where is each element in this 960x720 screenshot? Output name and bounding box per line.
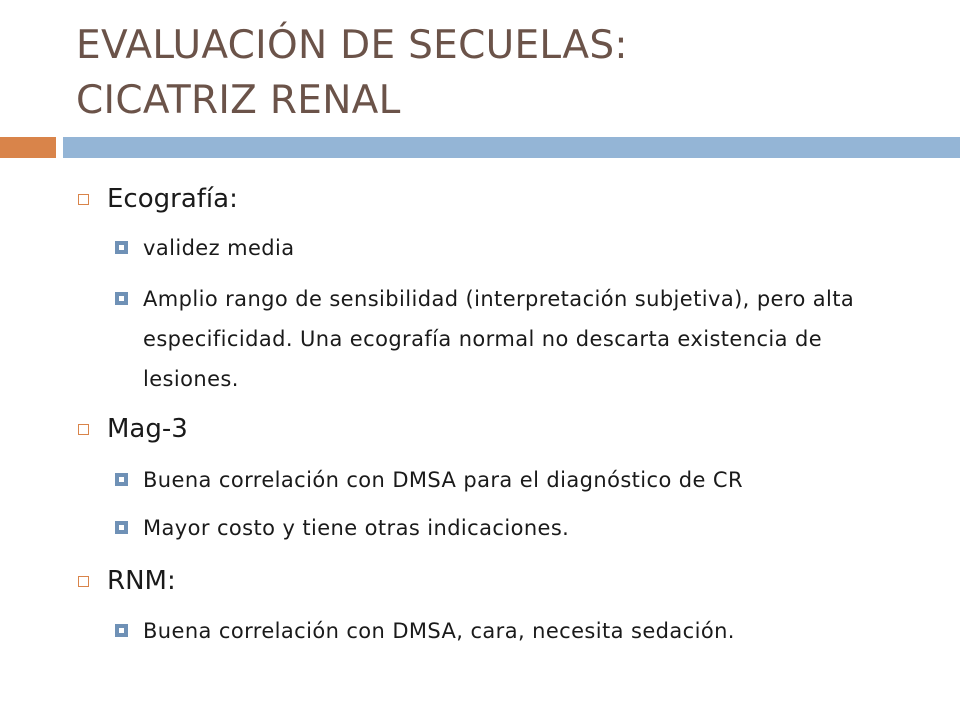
hollow-square-bullet-icon [78,424,89,435]
square-bullet-icon [115,521,128,534]
bullet-text: Buena correlación con DMSA, cara, necesita sedación. [143,619,735,643]
hollow-square-bullet-icon [78,194,89,205]
bullet-text: Mayor costo y tiene otras indicaciones. [143,516,570,540]
bullet-text: Amplio rango de sensibilidad (interpretación subjetiva), pero alta especificidad. Una ecografía normal no descarta existencia de lesiones. [143,287,855,391]
hollow-square-bullet-icon [78,576,89,587]
bullet-text: Buena correlación con DMSA para el diagnóstico de CR [143,468,743,492]
square-bullet-icon [115,624,128,637]
section-heading-text: Mag-3 [107,414,188,444]
title-line-2: CICATRIZ RENAL [76,78,401,123]
title-line-1: EVALUACIÓN DE SECUELAS: [76,23,628,68]
square-bullet-icon [115,241,128,254]
section-heading-text: RNM: [107,566,176,596]
bullet-text: validez media [143,236,295,260]
square-bullet-icon [115,292,128,305]
section-heading-text: Ecografía: [107,184,238,214]
square-bullet-icon [115,473,128,486]
